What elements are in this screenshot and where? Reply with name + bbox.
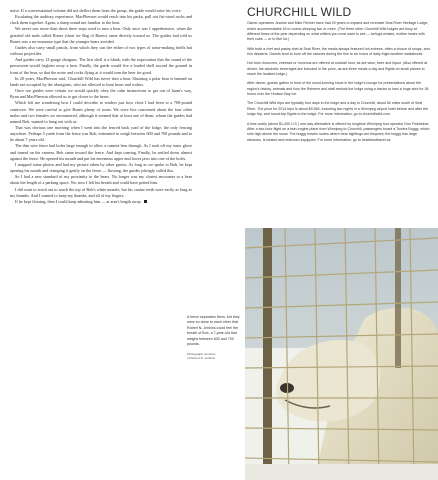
article-paragraph: Which left me wondering how I could describe to readers just how close I had been to a 700-pound carnivore. We were careful to give Bones plenty of room. We were less concerned about the four other males and two females we encountered, although it seemed that at least one of them, whom the guides had named Bob, wanted to hang out with us. — [10, 100, 192, 124]
sidebar-box — [247, 5, 430, 147]
article-paragraph: Escalating the auditory experience, MacPherson would reach into his parka, pull out fist-sized rocks and clack them together. Again, a sharp sound not familiar to the bear. — [10, 14, 192, 26]
article-paragraph: We never saw more than those three steps used to turn a bear. Only once was I apprehensive, when the grizzled old male called Bones (short for Bag of Bones) came directly toward us. The guides had told us Bones was a no-nonsense type that the younger bears avoided. — [10, 26, 192, 44]
sidebar-paragraph: The Churchill Wild trips are typically four days in the lodge and a day in Churchill, about 60 miles south of Seal River. The price for 2014 trips is about $9,560, including two nights in a Winnipeg airport hotel before and after the lodge trip, and round-trip flights to the lodge. For more information, go to churchillwild.com. — [247, 101, 429, 117]
photo-caption: A fence separates them, but they were so close to each other that Robert N. Jenkins could feel the breath of Bob, a 7-year-old that weighs between 600 and 700 pounds. — [187, 315, 240, 347]
fence-post — [263, 228, 272, 480]
article-paragraph: Once our guides were certain we would quickly obey the calm instructions to get out of harm's way, Ryan and MacPherson allowed us to get closer to the bears. — [10, 88, 192, 100]
photo-credit-line: of Robert N. Jenkins — [187, 356, 216, 361]
fence-post — [395, 228, 401, 368]
article-paragraph: I did want to reach out to touch the top of Bob's white muzzle, but his canine teeth were easily as long as my thumbs. And I wanted to keep my thumbs, and all of my fingers. — [10, 186, 192, 198]
article-paragraph: I snapped some photos and had my picture taken by other guests. As long as we spoke to Bob, he kept opening his mouth and clamping it gently on the fence — flossing, the guides jokingly called this. — [10, 161, 192, 174]
sidebar-paragraph: Owner-operators Jeanne and Mike Reimer have had 20 years to expand and renovate Seal River Heritage Lodge, which accommodates 16 in rooms sleeping two or more. (The three other Churchill Wild lodges are busy at different times of the year depending on what critters you most want to see — beluga whales, mother bears with their cubs — or to fish for.) — [247, 21, 429, 42]
snow-foreground — [245, 464, 438, 480]
sidebar-paragraph: After dinner, guests gather in front of the wood-burning stove in the lodge's lounge for presentations about the region's history, animals and how the Reimers and staff restock the lodge using a tractor to haul a huge sled for 36 hours over the Hudson Bay ice. — [247, 81, 429, 97]
article-paragraph: The thin wire fence had holes large enough to allow a camera lens through. As I took off my outer glove and turned on the camera, Bob came toward the fence. And kept coming. Finally, he settled down almost against the fence. He opened his mouth and put his enormous upper and lower jaws into one of the holes. — [10, 143, 192, 161]
article-last-paragraph — [10, 199, 192, 205]
sidebar-title: CHURCHILL WILD — [247, 5, 352, 19]
article-paragraph: And guides carry 12-gauge shotguns. The first shell is a blank, with the expectation that the sound of the percussion would frighten away a bear. Finally, the guide would fire a loaded shell toward the ground in front of the bear, so that the noise and rocks flying at it would turn the bear for good. — [10, 57, 192, 75]
sidebar-paragraph: With both a chef and pastry chef at Seal River, the meals always featured hot entrees, often a choice of soups, and rich desserts. Guests tend to burn off the calories during the five to six hours of daily frigid-weather walkabouts. — [247, 46, 430, 57]
bear-fence-photo-svg — [245, 228, 438, 480]
article-paragraph: So I had a new standard of my proximity to the bears. No longer was my closest encounter to a bear about the length of a parking space. No, now I felt his breath and could have petted him. — [10, 174, 192, 186]
article-paragraph: Guides also carry small pistols, from which they can fire either of two types of noise-making shells but without projectiles. — [10, 44, 192, 57]
article-column — [10, 8, 192, 205]
photo-credit-line: Photograph courtesy — [187, 352, 216, 356]
sidebar-paragraph: A less costly (about $1,400 U.S.) one-day alternative is offered by longtime Winnipeg tour operator Don Finkbeiner. After a two-hour flight on a twin-engine plane from Winnipeg to Churchill, passengers board a Tundra Buggy, which rolls high above the snow. The buggy travels routes where bear sightings are frequent; the buggy has large windows, is heated and restroom-equipped. For more information, go to heartlandtravel.ca. — [247, 121, 430, 142]
end-mark-icon — [144, 200, 147, 203]
article-paragraph: In 20 years, MacPherson said, Churchill Wild has never shot a bear. Shooting a polar bear is banned on lands not occupied by the aborigines, who are allowed to hunt bears and walrus. — [10, 75, 192, 87]
article-paragraph-text: If he kept flossing, then I could keep admiring him — at arm's length away. — [15, 198, 142, 204]
article-paragraph: noise. If a conversational volume did not deflect them from the group, the guide would raise his voice. — [10, 8, 182, 13]
bear-fence-photo — [245, 228, 438, 480]
sidebar-paragraph: Hot hors d'oeuvres, cheeses or hummus are offered at cocktail hour, as are wine, beer and liquor. (Also offered at dinner, the alcoholic beverages are included in the price, as are three meals a day and flights on small planes to reach the isolated lodge.) — [247, 61, 428, 77]
photo-credit — [187, 352, 241, 361]
article-paragraph: That was obvious one morning when I went into the fenced back yard of the lodge, the only fencing anywhere. Perhaps 5 yards from the fence was Bob, estimated to weigh between 600 and 700 pounds and to be about 7 years old. — [10, 124, 192, 143]
